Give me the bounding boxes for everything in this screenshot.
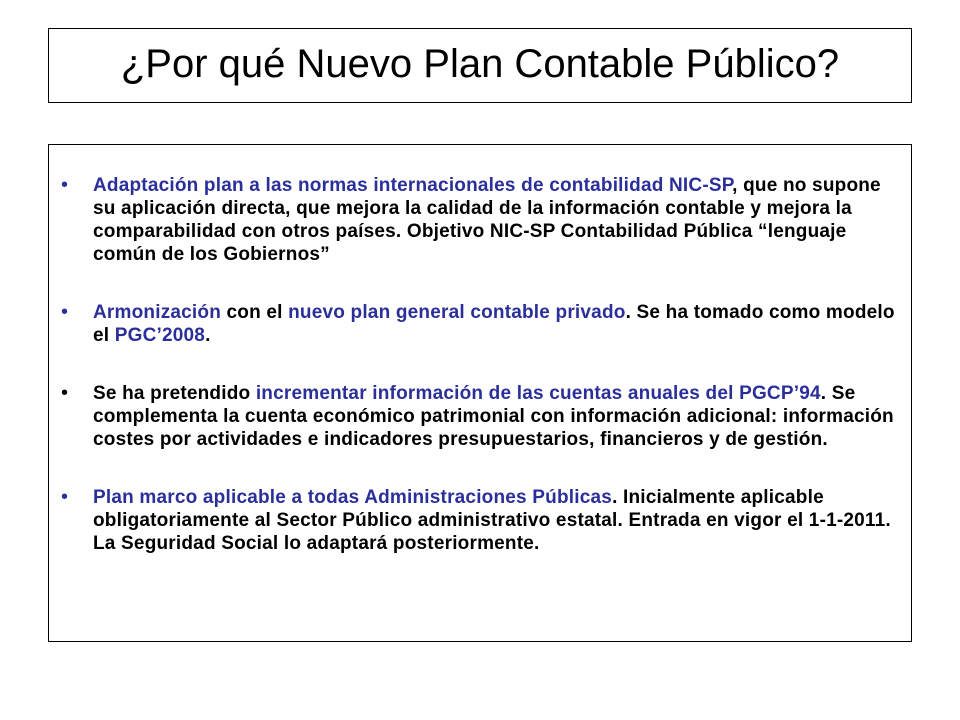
bullet-segment: incrementar información de las cuentas anuales del PGCP’94 xyxy=(255,383,821,404)
bullet-segment: , que no supone su aplicación directa, que mejora la calidad de la información contable y mejora la comparabilidad con otros países. Objetivo NIC-SP Contabilidad Pública “lenguaje común de los Gobiernos” xyxy=(93,175,881,265)
bullet-item-plan-marco xyxy=(61,486,901,555)
bullet-segment: . Se ha tomado como modelo el xyxy=(93,302,895,346)
bullet-segment: Plan marco aplicable a todas Administraciones Públicas xyxy=(93,487,613,508)
bullet-segment: . Inicialmente aplicable obligatoriamente al Sector Público administrativo estatal. Entrada en vigor el 1-1-2011. La Seguridad Social lo adaptará posteriormente. xyxy=(93,487,891,554)
bullet-text xyxy=(93,175,881,265)
bullet-item-armonizacion xyxy=(61,301,901,347)
bullet-segment: nuevo plan general contable privado xyxy=(288,302,626,323)
bullet-dot-icon: • xyxy=(61,382,69,404)
bullet-segment: PGC’2008 xyxy=(114,325,206,346)
bullet-list xyxy=(61,174,901,555)
bullet-dot-icon: • xyxy=(61,301,69,323)
bullet-dot-icon: • xyxy=(61,486,69,508)
bullet-item-adaptacion xyxy=(61,174,901,266)
content-box xyxy=(48,144,912,642)
bullet-text xyxy=(93,302,895,346)
title-box xyxy=(48,28,912,103)
bullet-dot-icon: • xyxy=(61,174,69,196)
bullet-segment: con el xyxy=(221,302,289,323)
bullet-item-informacion xyxy=(61,382,901,451)
slide-title: ¿Por qué Nuevo Plan Contable Público? xyxy=(120,41,840,86)
bullet-segment: . xyxy=(205,325,211,346)
bullet-segment: . Se complementa la cuenta económico patrimonial con información adicional: información costes por actividades e indicadores presupuestarios, financieros y de gestión. xyxy=(93,383,894,450)
bullet-text xyxy=(93,383,894,450)
bullet-segment: Adaptación plan a las normas internacionales de contabilidad NIC-SP xyxy=(93,175,733,196)
bullet-segment: Se ha pretendido xyxy=(93,383,256,404)
bullet-segment: Armonización xyxy=(93,302,222,323)
bullet-text xyxy=(93,487,891,554)
